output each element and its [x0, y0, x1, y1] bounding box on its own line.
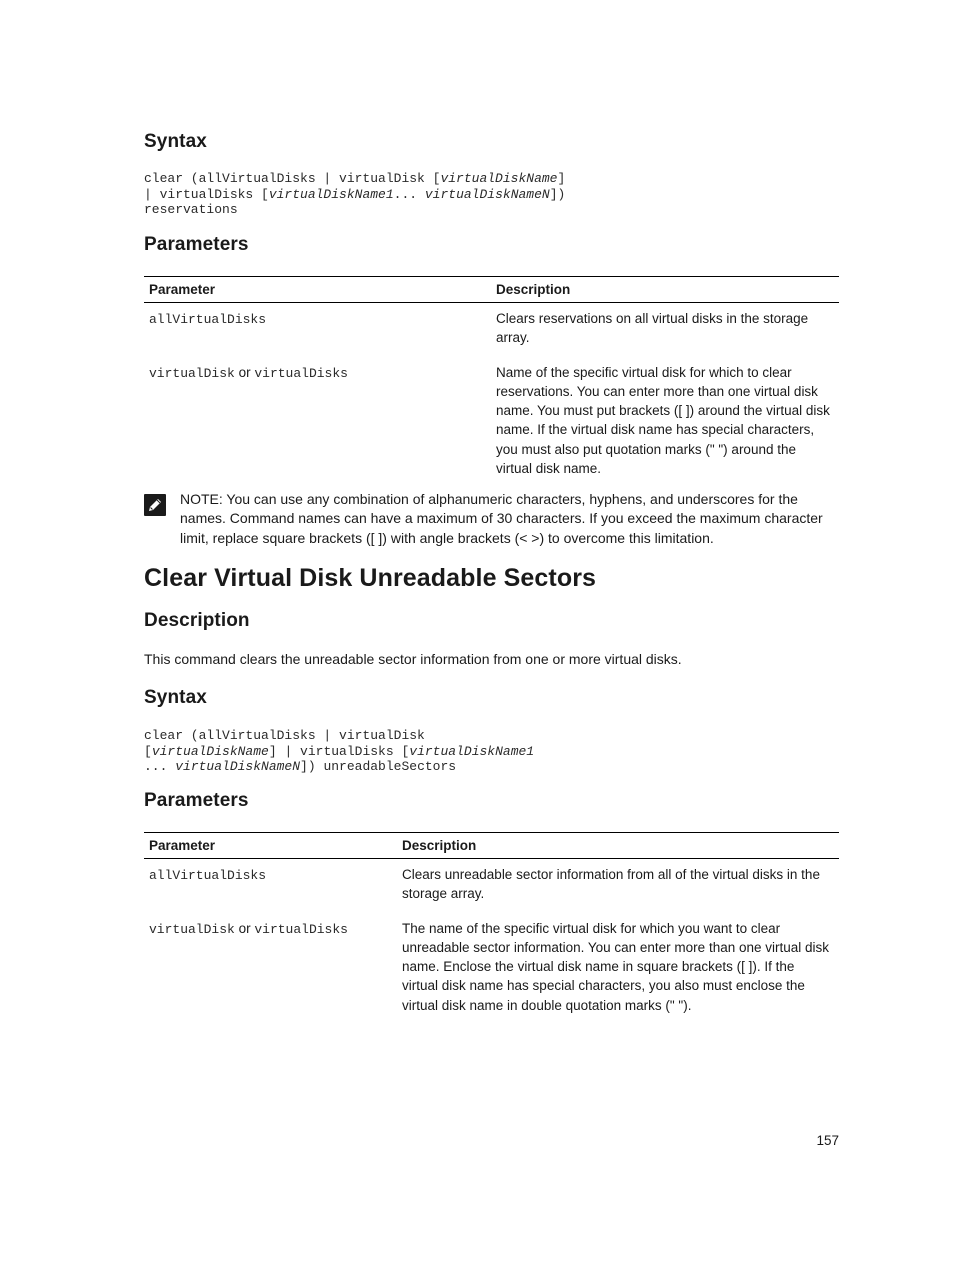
table-row: [144, 303, 839, 357]
parameters-table: [144, 276, 839, 487]
code-text: clear (allVirtualDisks | virtualDisk: [144, 728, 425, 743]
description-text: This command clears the unreadable sector information from one or more virtual disks.: [144, 651, 682, 667]
code-text: ]: [557, 171, 566, 186]
parameters-heading: Parameters: [144, 234, 249, 255]
param-cell: [144, 859, 397, 913]
code-placeholder: virtualDiskName: [440, 171, 558, 186]
syntax-heading: Syntax: [144, 687, 207, 708]
code-placeholder: virtualDiskName1: [409, 743, 535, 759]
page-number: 157: [816, 1133, 839, 1148]
code-text: ...: [393, 186, 425, 202]
table-header-row: [144, 277, 839, 303]
column-header-description: Description: [397, 833, 839, 859]
code-placeholder: virtualDiskName: [151, 743, 269, 759]
note-pencil-icon: [144, 494, 166, 516]
column-header-parameter: Parameter: [144, 277, 491, 303]
note-label: NOTE:: [180, 491, 223, 507]
code-text: | virtualDisks [: [144, 186, 269, 202]
description-cell: Clears reservations on all virtual disks in the storage array.: [496, 311, 809, 346]
parameters-heading: Parameters: [144, 790, 249, 811]
description-cell: The name of the specific virtual disk for which you want to clear unreadable sector information. You can enter more than one virtual disk name. Enclose the virtual disk name in square brackets ([ ]). If the virtual disk name has special characters, you also must enclose the virtual disk name in double quotation marks (" ").: [402, 920, 830, 1013]
column-header-parameter: Parameter: [144, 833, 397, 859]
code-text: clear (allVirtualDisks | virtualDisk [: [144, 171, 441, 186]
parameters-table: [144, 832, 839, 1024]
param-name: virtualDisks: [254, 921, 348, 937]
column-header-description: Description: [491, 277, 839, 303]
table-header-row: [144, 833, 839, 859]
code-text: ...: [144, 759, 176, 774]
description-cell: Name of the specific virtual disk for which to clear reservations. You can enter more than one virtual disk name. You must put brackets ([ ]) around the virtual disk name. If the virtual disk name has special characters, you must also put quotation marks (" ") around the virtual disk name.: [496, 364, 830, 477]
code-text: ]): [549, 186, 566, 202]
param-name: virtualDisks: [254, 365, 348, 381]
table-row: [144, 357, 839, 488]
syntax-code-block: [144, 728, 534, 775]
code-text: ]) unreadableSectors: [300, 759, 457, 774]
note-text: [180, 490, 839, 548]
param-name: allVirtualDisks: [149, 868, 267, 883]
note-body: You can use any combination of alphanumeric characters, hyphens, and underscores for the names. Command names can have a maximum of 30 characters. If you exceed the maximum character limit, replace square brackets ([ ]) with angle brackets (< >) to overcome this limitation.: [180, 491, 823, 546]
code-placeholder: virtualDiskNameN: [424, 186, 550, 202]
description-heading: Description: [144, 610, 250, 631]
code-text: ] | virtualDisks [: [268, 743, 410, 759]
param-or: or: [234, 920, 255, 936]
section-title: Clear Virtual Disk Unreadable Sectors: [144, 564, 597, 592]
param-name: virtualDisk: [149, 921, 235, 937]
description-cell: Clears unreadable sector information from all of the virtual disks in the storage array.: [402, 867, 820, 902]
table-row: [144, 913, 839, 1024]
param-or: or: [234, 364, 255, 380]
code-placeholder: virtualDiskName1: [268, 186, 394, 202]
code-text: [: [144, 743, 152, 759]
param-name: allVirtualDisks: [149, 312, 267, 327]
param-cell: [144, 913, 397, 1024]
param-cell: [144, 303, 491, 357]
syntax-code-block: [144, 171, 565, 218]
param-cell: [144, 357, 491, 488]
table-row: [144, 859, 839, 913]
code-text: reservations: [144, 202, 238, 217]
syntax-heading: Syntax: [144, 131, 207, 152]
code-placeholder: virtualDiskNameN: [175, 759, 301, 774]
param-name: virtualDisk: [149, 365, 235, 381]
